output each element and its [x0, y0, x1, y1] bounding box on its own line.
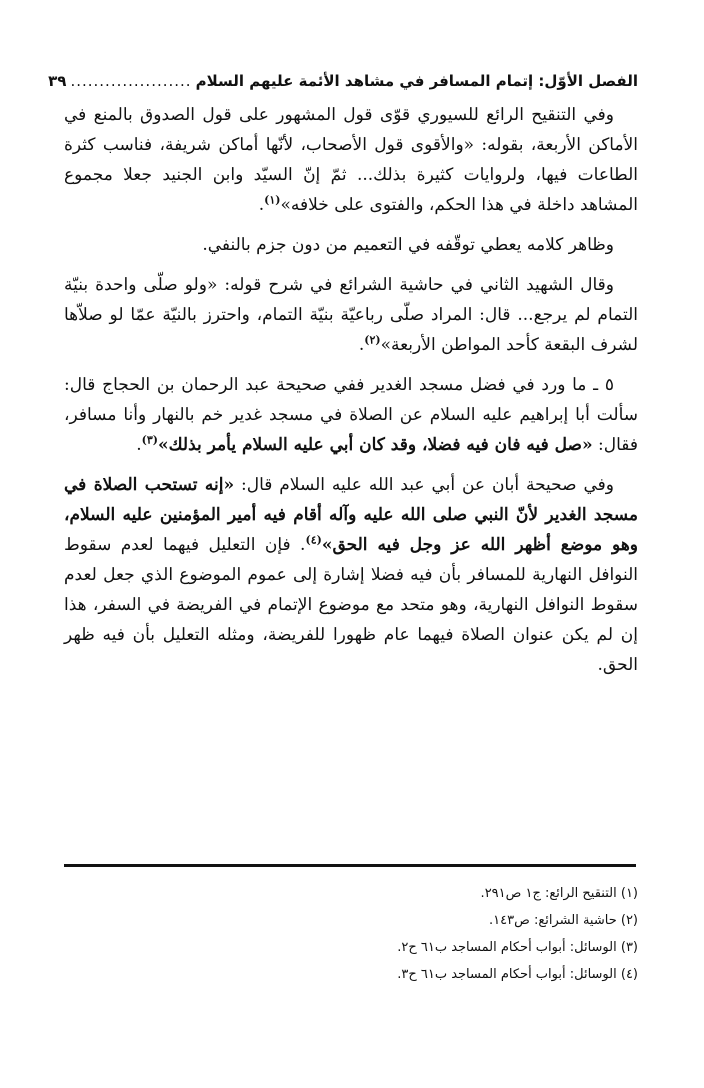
paragraph-1-text: وفي التنقيح الرائع للسيوري قوّى قول المشهور على قول الصدوق بالمنع في الأماكن الأربعة، بقوله: «والأقوى قول الأصحاب، لأنّها أماكن شريفة، فناسب كثرة الطاعات فيها، ولروايات كثيرة بذلك... ثمّ إنّ السيّد وابن الجنيد جعلا مجموع المشاهد داخلة في هذا الحكم، والفتوى على خلافه»	[64, 105, 638, 215]
paragraph-5-text: وفي صحيحة أبان عن أبي عبد الله عليه السلام قال:	[234, 475, 614, 495]
page-number: ٣٩	[48, 72, 67, 90]
footnote-1: (١) التنقيح الرائع: ج١ ص٢٩١.	[480, 886, 638, 901]
main-text	[64, 100, 638, 680]
footnote-2: (٢) حاشية الشرائع: ص١٤٣.	[489, 913, 638, 928]
paragraph-3: وقال الشهيد الثاني في حاشية الشرائع في شرح قوله: «ولو صلّى واحدة بنيّة التمام لم يرجع... قال: المراد صلّى رباعيّة بنيّة التمام، واحترز بالنيّة عمّا لو صلاّها لشرف البقعة كأحد المواطن الأربعة»$^{(٢)}$.	[64, 275, 638, 355]
running-header	[48, 70, 638, 96]
paragraph-4: ٥ ـ ما ورد في فضل مسجد الغدير ففي صحيحة عبد الرحمان بن الحجاج قال: سألت أبا إبراهيم عليه السلام عن الصلاة في مسجد غدير خم بالنهار وأنا مسافر، فقال: «صل فيه فان فيه فضلا، وقد كان أبي عليه السلام يأمر بذلك»$^{(٣)}$.	[64, 375, 638, 455]
footnote-ref-1: (١)	[264, 193, 281, 207]
footnote-ref-3: (٣)	[141, 433, 158, 447]
footnote-ref-4: (٤)	[305, 533, 322, 547]
footnote-ref-2: (٢)	[364, 333, 381, 347]
footnote-3: (٣) الوسائل: أبواب أحكام المساجد ب٦١ ح٢.	[397, 940, 638, 955]
paragraph-4-quote: «صل فيه فان فيه فضلا، وقد كان أبي عليه السلام يأمر بذلك»	[157, 435, 593, 455]
footnote-4: (٤) الوسائل: أبواب أحكام المساجد ب٦١ ح٣.	[397, 967, 638, 982]
header-dots: .....................	[70, 72, 192, 90]
page	[48, 70, 639, 690]
footnote-separator	[64, 864, 636, 867]
paragraph-3-text: وقال الشهيد الثاني في حاشية الشرائع في شرح قوله: «ولو صلّى واحدة بنيّة التمام لم يرجع... قال: المراد صلّى رباعيّة بنيّة التمام، واحترز بالنيّة عمّا لو صلاّها لشرف البقعة كأحد المواطن الأربعة»	[64, 275, 638, 355]
footnotes	[64, 880, 638, 988]
paragraph-5-quote: «إنه تستحب الصلاة في مسجد الغدير لأنّ النبي صلى الله عليه وآله أقام فيه أمير المؤمنين عليه السلام، وهو موضع أظهر الله عز وجل فيه الحق»	[64, 475, 639, 555]
paragraph-1: وفي التنقيح الرائع للسيوري قوّى قول المشهور على قول الصدوق بالمنع في الأماكن الأربعة، بقوله: «والأقوى قول الأصحاب، لأنّها أماكن شريفة، فناسب كثرة الطاعات فيها، ولروايات كثيرة بذلك... ثمّ إنّ السيّد وابن الجنيد جعلا مجموع المشاهد داخلة في هذا الحكم، والفتوى على خلافه»$^{(١)}$.	[64, 105, 638, 215]
header-title: الفصل الأوّل: إتمام المسافر في مشاهد الأئمة عليهم السلام	[195, 72, 638, 90]
paragraph-4-text: ٥ ـ ما ورد في فضل مسجد الغدير ففي صحيحة عبد الرحمان بن الحجاج قال: سألت أبا إبراهيم عليه السلام عن الصلاة في مسجد غدير خم بالنهار وأنا مسافر، فقال:	[64, 375, 638, 455]
paragraph-2-text: وظاهر كلامه يعطي توقّفه في التعميم من دون جزم بالنفي.	[202, 235, 614, 255]
paragraph-5-continuation: . فإن التعليل فيهما لعدم سقوط النوافل النهارية للمسافر بأن فيه فضلا إشارة إلى عموم الموضوع الذي جعل لعدم سقوط النوافل النهارية، وهو متحد مع موضوع الإتمام في الفريضة في السفر، هذا إن لم يكن عنوان الصلاة فيهما عام ظهورا للفريضة، ومثله التعليل بأن فيه ظهر الحق.	[64, 535, 638, 675]
paragraph-2	[64, 230, 638, 260]
paragraph-5	[64, 470, 638, 680]
